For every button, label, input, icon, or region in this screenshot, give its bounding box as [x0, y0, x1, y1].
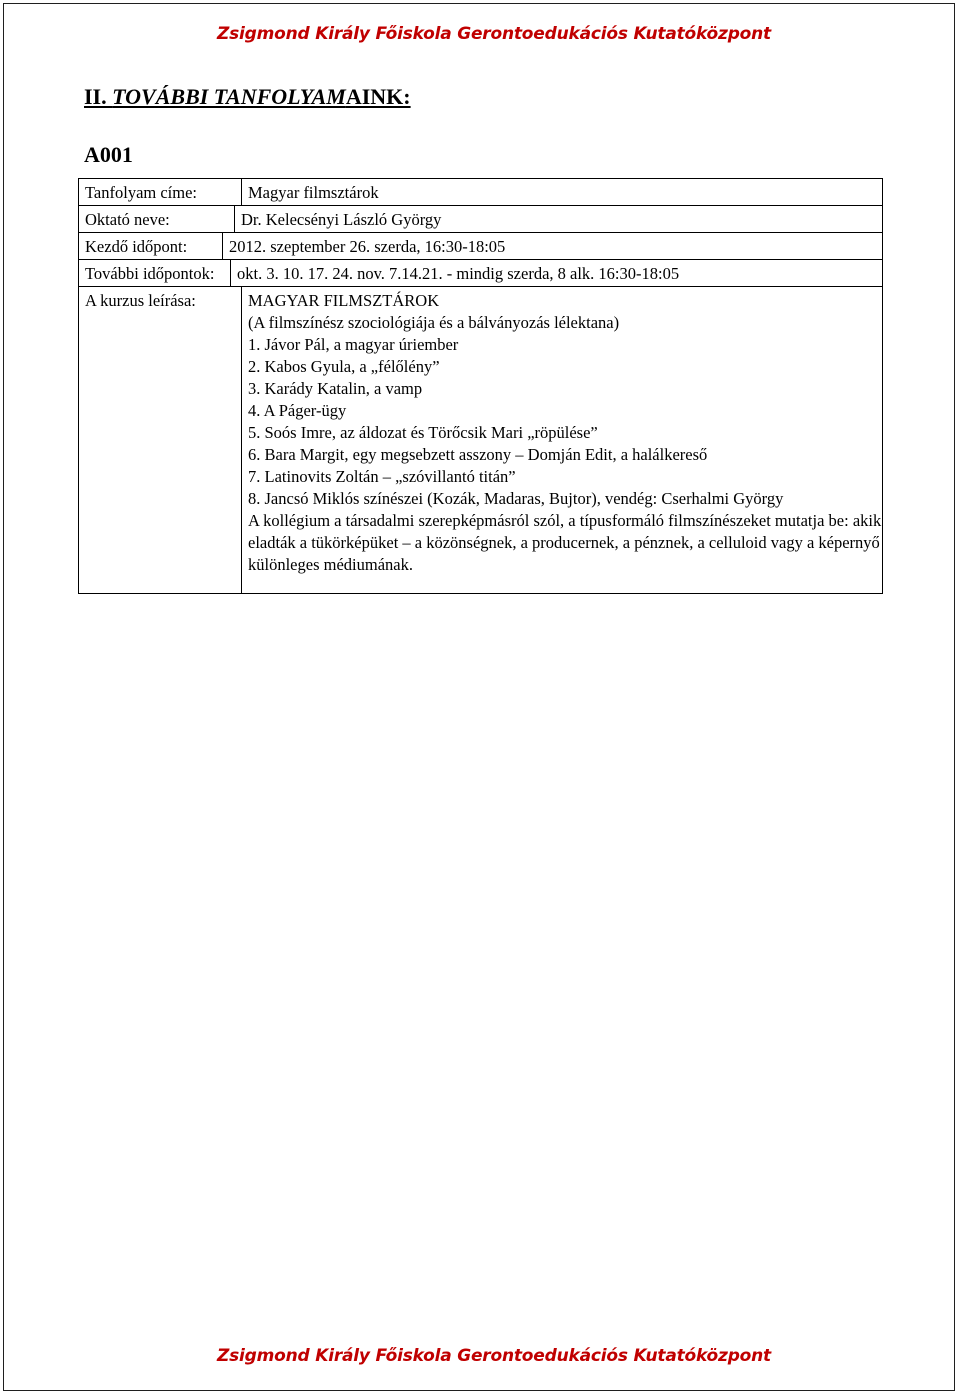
description-subtitle: (A filmszínész szociológiája és a bálványozás lélektana)	[248, 313, 620, 332]
description-item: 1. Jávor Pál, a magyar úriember	[248, 335, 459, 354]
label-start-time: Kezdő időpont:	[79, 233, 223, 259]
table-row-description	[79, 287, 882, 593]
description-item: 2. Kabos Gyula, a „félőlény”	[248, 357, 440, 376]
header-banner: Zsigmond Király Főiskola Gerontoedukációs Kutatóközpont	[217, 24, 771, 44]
section-title-italic: TOVÁBBI TANFOLYAM	[112, 84, 346, 109]
value-description	[242, 287, 882, 593]
label-instructor: Oktató neve:	[79, 206, 235, 232]
description-heading: MAGYAR FILMSZTÁROK	[248, 291, 440, 310]
table-row-title	[79, 179, 882, 206]
description-item: 6. Bara Margit, egy megsebzett asszony – Domján Edit, a halálkereső	[248, 445, 708, 464]
description-item: 5. Soós Imre, az áldozat és Törőcsik Mari „röpülése”	[248, 423, 598, 442]
label-more-dates: További időpontok:	[79, 260, 231, 286]
table-row-start	[79, 233, 882, 260]
label-course-title: Tanfolyam címe:	[79, 179, 242, 205]
description-item: 3. Karády Katalin, a vamp	[248, 379, 423, 398]
value-more-dates: okt. 3. 10. 17. 24. nov. 7.14.21. - mindig szerda, 8 alk. 16:30-18:05	[237, 264, 680, 283]
table-row-instructor	[79, 206, 882, 233]
value-instructor: Dr. Kelecsényi László György	[241, 210, 442, 229]
footer-banner: Zsigmond Király Főiskola Gerontoedukációs Kutatóközpont	[217, 1346, 771, 1366]
course-table	[78, 178, 883, 594]
value-start-time: 2012. szeptember 26. szerda, 16:30-18:05	[229, 237, 506, 256]
table-row-more-dates	[79, 260, 882, 287]
description-item: 7. Latinovits Zoltán – „szóvillantó titán”	[248, 467, 516, 486]
description-item: 8. Jancsó Miklós színészei (Kozák, Madaras, Bujtor), vendég: Cserhalmi György	[248, 489, 784, 508]
section-prefix: II.	[84, 84, 113, 109]
section-title-rest: AINK:	[345, 84, 411, 109]
label-description: A kurzus leírása:	[79, 287, 242, 593]
description-item: 4. A Páger-ügy	[248, 401, 347, 420]
description-paragraph: A kollégium a társadalmi szerepképmásról szól, a típusformáló filmszínészeket mutatja be: akik eladták a tükörképüket – a közönségnek, a producernek, a pénznek, a celluloid vagy a képernyő különleges médiumának.	[248, 511, 882, 574]
section-title	[84, 84, 411, 110]
course-code: A001	[84, 142, 133, 167]
value-course-title: Magyar filmsztárok	[248, 183, 379, 202]
